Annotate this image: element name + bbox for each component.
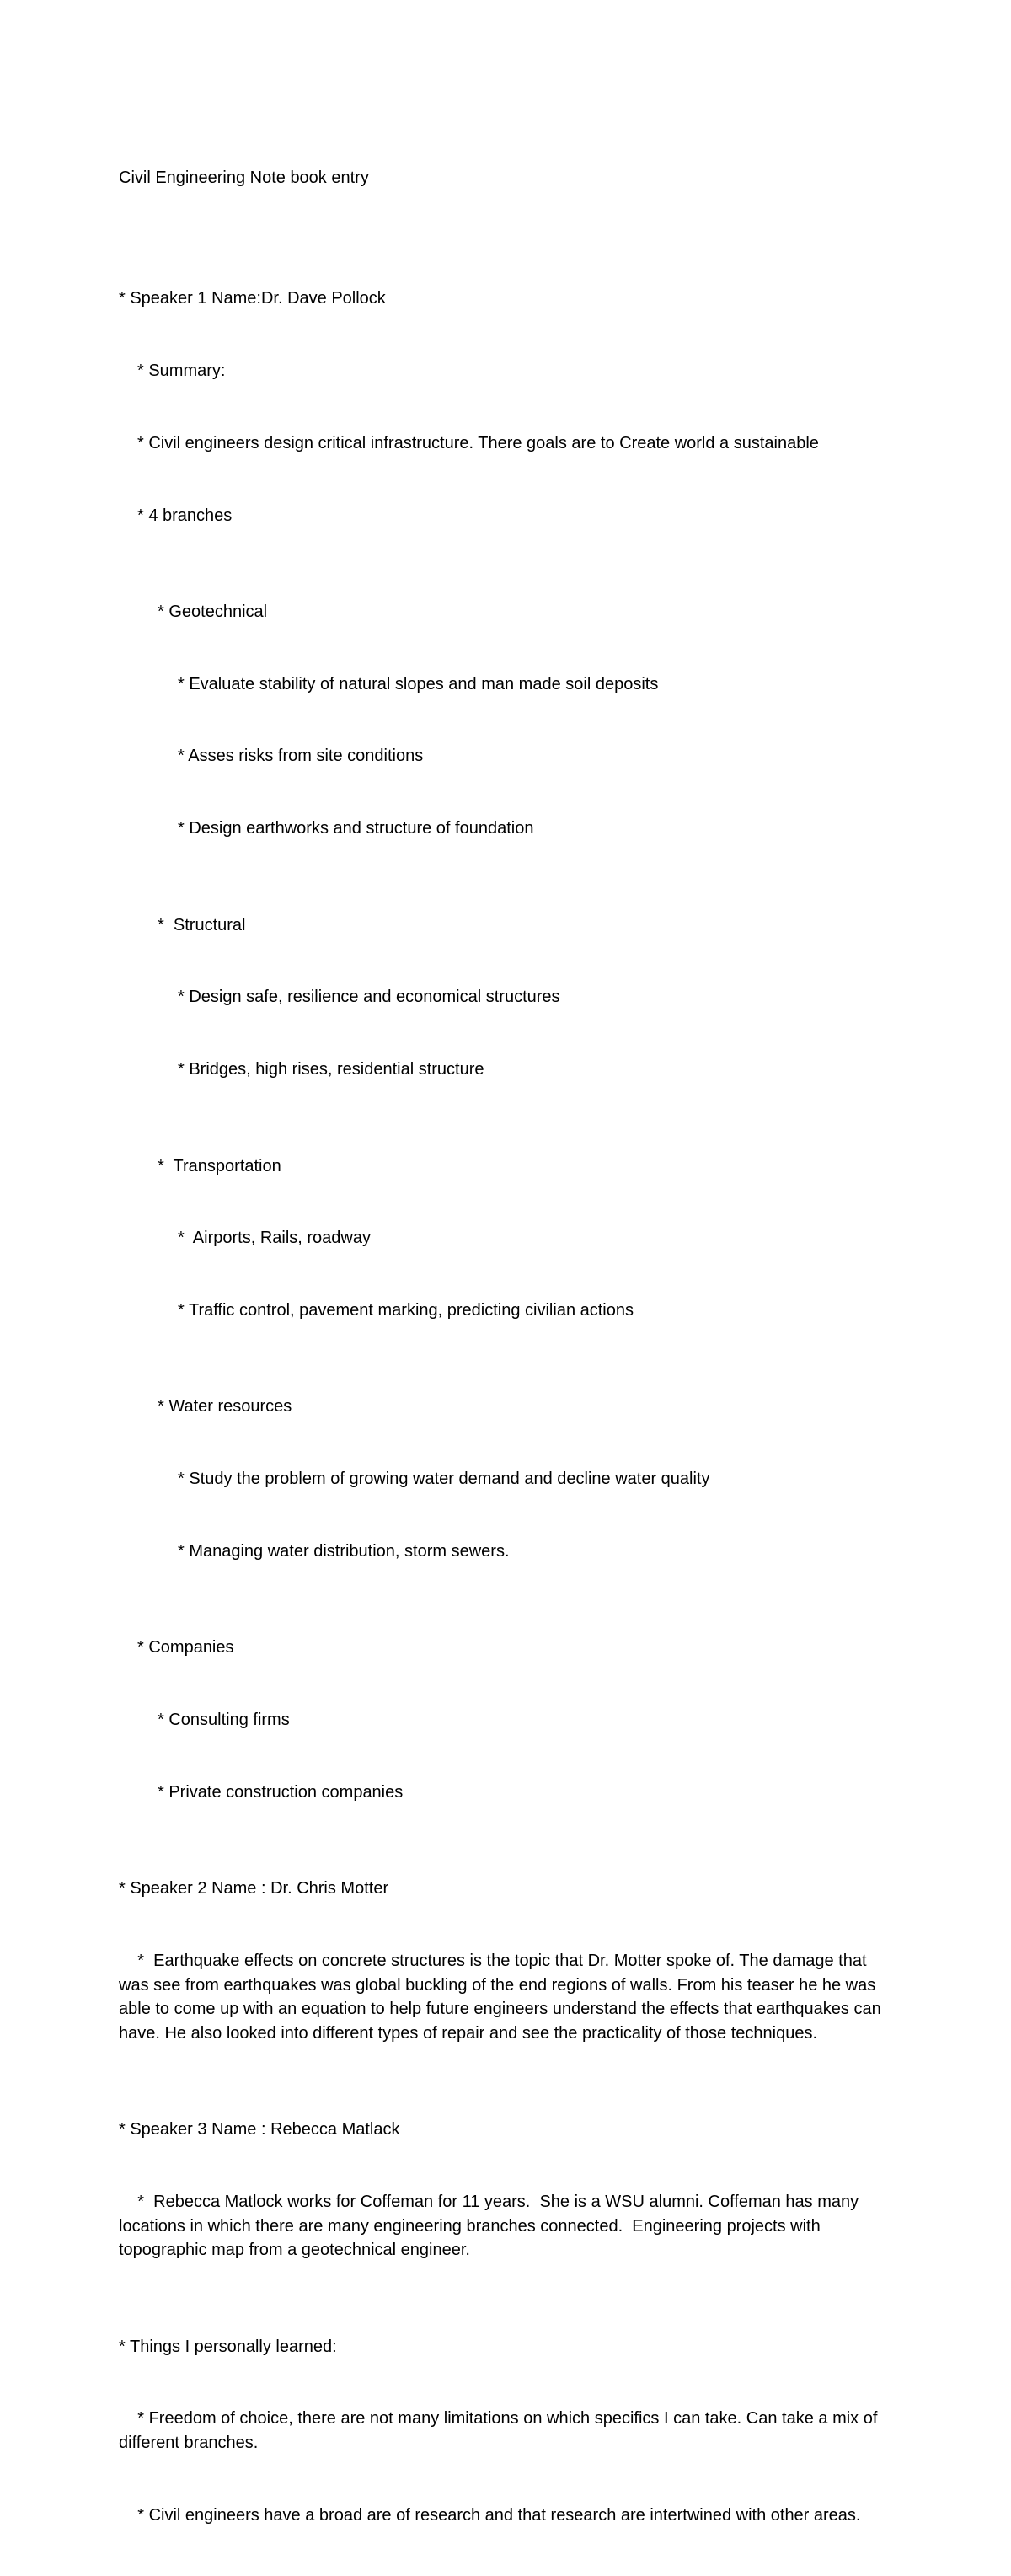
learned-heading: * Things I personally learned:	[119, 2337, 337, 2356]
water-item: * Study the problem of growing water demand and decline water quality	[178, 1470, 710, 1489]
company-item: * Private construction companies	[158, 1782, 404, 1802]
learned-item: * Freedom of choice, there are not many limitations on which specifics I can take. Can take a mix of different branches.	[119, 2409, 882, 2452]
structural-item: * Design safe, resilience and economical structures	[178, 988, 560, 1007]
geotechnical-item: * Asses risks from site conditions	[178, 747, 424, 766]
branch-geotechnical: * Geotechnical	[158, 602, 268, 621]
speaker-3-heading: * Speaker 3 Name : Rebecca Matlack	[119, 2120, 400, 2140]
summary-text: * Civil engineers design critical infrastructure. There goals are to Create world a sustainable	[137, 433, 819, 453]
transportation-item: * Airports, Rails, roadway	[178, 1229, 371, 1248]
branch-transportation: * Transportation	[158, 1156, 281, 1176]
branch-water-resources: * Water resources	[158, 1397, 292, 1417]
structural-item: * Bridges, high rises, residential structure	[178, 1060, 484, 1079]
branches-label: * 4 branches	[137, 506, 233, 525]
speaker-2-heading: * Speaker 2 Name : Dr. Chris Motter	[119, 1879, 389, 1899]
speaker-3-paragraph: * Rebecca Matlock works for Coffeman for 11 years. She is a WSU alumni. Coffeman has many locations in which there are many engineering branches connected. Engineering projects with topographic map from a geotechnical engineer.	[119, 2193, 864, 2260]
transportation-item: * Traffic control, pavement marking, predicting civilian actions	[178, 1301, 634, 1320]
summary-label: * Summary:	[137, 361, 226, 380]
water-item: * Managing water distribution, storm sewers.	[178, 1542, 510, 1561]
document-body	[119, 118, 898, 2576]
companies-label: * Companies	[137, 1638, 234, 1658]
geotechnical-item: * Design earthworks and structure of foundation	[178, 819, 534, 838]
document-title: Civil Engineering Note book entry	[119, 169, 369, 188]
learned-item: * Civil engineers have a broad are of research and that research are intertwined with other areas.	[119, 2505, 861, 2525]
speaker-1-heading: * Speaker 1 Name:Dr. Dave Pollock	[119, 289, 386, 308]
geotechnical-item: * Evaluate stability of natural slopes and man made soil deposits	[178, 674, 659, 694]
speaker-2-paragraph: * Earthquake effects on concrete structures is the topic that Dr. Motter spoke of. The damage that was see from earthquakes was global buckling of the end regions of walls. From his teaser he he was able to come up with an equation to help future engineers understand the effects that earthquakes can have. He also looked into different types of repair and see the practicality of those techniques.	[119, 1952, 886, 2043]
branch-structural: * Structural	[158, 915, 246, 935]
company-item: * Consulting firms	[158, 1711, 290, 1730]
